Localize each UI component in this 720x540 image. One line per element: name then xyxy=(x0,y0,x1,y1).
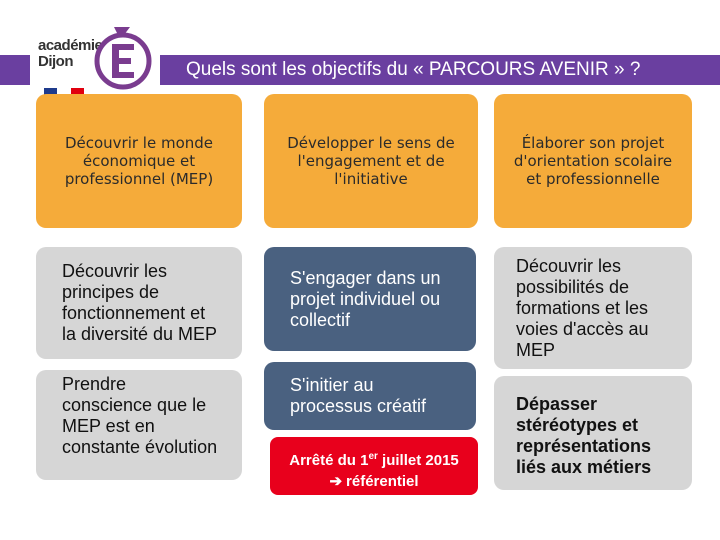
objective-item-stereotypes xyxy=(494,376,692,490)
objective-heading-orientation-text: Élaborer son projet d'orientation scolaire et professionnelle xyxy=(513,134,673,188)
objective-item-creatif xyxy=(264,362,476,430)
objective-item-engager xyxy=(264,247,476,351)
objective-heading-engagement-text: Développer le sens de l'engagement et de l'initiative xyxy=(287,134,455,188)
logo-e-emblem xyxy=(92,24,154,90)
objective-item-creatif-text: S'initier au processus créatif xyxy=(290,375,427,416)
objective-item-formations xyxy=(494,247,692,369)
logo-line-2: Dijon xyxy=(38,53,73,70)
reference-date-sup: er xyxy=(368,451,378,462)
academy-logo xyxy=(30,20,160,90)
reference-line-1 xyxy=(270,446,478,471)
reference-date-prefix: Arrêté du 1 xyxy=(289,452,369,469)
objective-item-principes-text: Découvrir les principes de fonctionnement et la diversité du MEP xyxy=(62,261,218,344)
objective-item-engager-text: S'engager dans un projet individuel ou collectif xyxy=(290,267,441,330)
objective-item-evolution-text: Prendre conscience que le MEP est en constante évolution xyxy=(62,374,218,457)
logo-text xyxy=(38,37,103,70)
reference-line-2 xyxy=(270,471,478,492)
logo-line-1: académie xyxy=(38,37,103,54)
reference-badge xyxy=(270,437,478,495)
objective-heading-mep-text: Découvrir le monde économique et professionnel (MEP) xyxy=(64,134,214,188)
objective-item-stereotypes-text: Dépasser stéréotypes et représentations liés aux métiers xyxy=(516,394,652,477)
objective-item-principes xyxy=(36,247,242,359)
objective-heading-orientation xyxy=(494,94,692,228)
reference-date-suffix: juillet 2015 xyxy=(377,452,459,469)
page-title: Quels sont les objectifs du « PARCOURS AVENIR » ? xyxy=(186,59,641,80)
arrow-right-icon: ➔ xyxy=(329,473,343,490)
objective-heading-mep xyxy=(36,94,242,228)
objective-item-evolution xyxy=(36,370,242,480)
objective-heading-engagement xyxy=(264,94,478,228)
objective-item-formations-text: Découvrir les possibilités de formations et les voies d'accès au MEP xyxy=(516,255,649,360)
reference-label: référentiel xyxy=(346,473,419,490)
